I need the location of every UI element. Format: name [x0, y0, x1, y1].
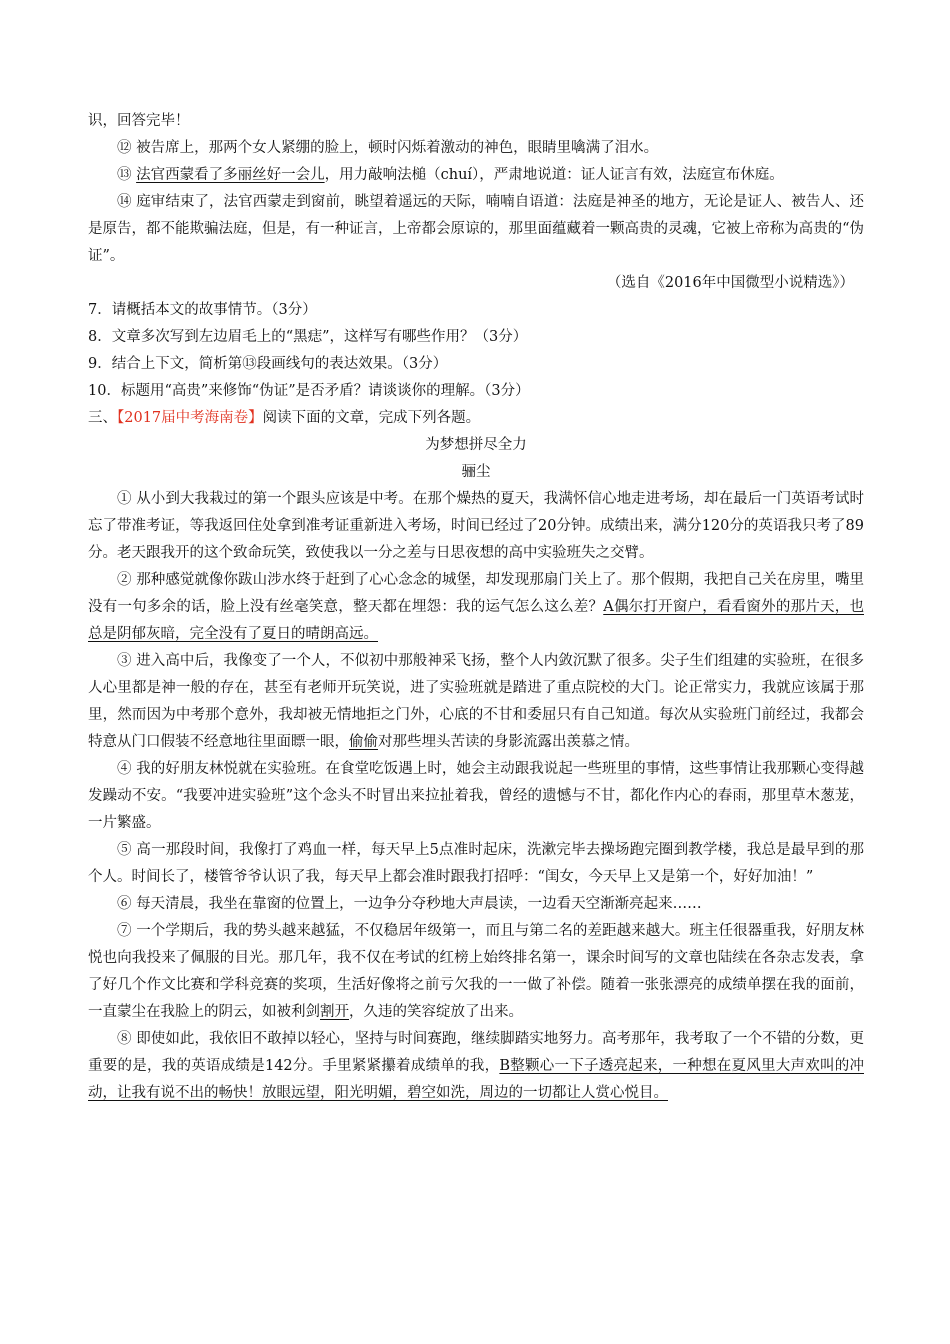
section-instruction: 阅读下面的文章，完成下列各题。 — [262, 410, 481, 426]
question-7: 7．请概括本文的故事情节。（3分） — [88, 302, 317, 318]
question-8: 8．文章多次写到左边眉毛上的“黑痣”，这样写有哪些作用？（3分） — [88, 329, 528, 345]
article-paragraph-7 — [88, 918, 864, 1026]
paragraph-3-text: ③ 进入高中后，我像变了一个人，不似初中那般神采飞扬，整个人内敛沉默了很多。尖子生们组建的实验班，在很多人心里都是神一般的存在，甚至有老师开玩笑说，进了实验班就是踏进了重点院校的大门。论正常实力，我就应该属于那里，然而因为中考那个意外，我却被无情地拒之门外，心底的不甘和委屈只有自己知道。每次从实验班门前经过，我都会特意从门口假装不经意地往里面瞟一眼， — [88, 653, 864, 750]
article-paragraph-6: ⑥ 每天清晨，我坐在靠窗的位置上，一边争分夺秒地大声晨读，一边看天空渐渐亮起来…… — [117, 896, 702, 912]
article-paragraph-1: ① 从小到大我栽过的第一个跟头应该是中考。在那个燥热的夏天，我满怀信心地走进考场，却在最后一门英语考试时忘了带准考证，等我返回住处拿到准考证重新进入考场，时间已经过了20分钟。成绩出来，满分120分的英语我只考了89分。老天跟我开的这个致命玩笑，致使我以一分之差与日思夜想的高中实验班失之交臂。 — [88, 491, 864, 561]
section-number: 三、 — [88, 410, 117, 426]
question-9: 9．结合上下文，简析第⑬段画线句的表达效果。（3分） — [88, 356, 448, 372]
article-author: 骊尘 — [461, 464, 491, 480]
paragraph-12: ⑫ 被告席上，那两个女人紧绷的脸上，顿时闪烁着激动的神色，眼睛里噙满了泪水。 — [117, 140, 659, 156]
article-paragraph-3 — [88, 648, 864, 756]
article-paragraph-5: ⑤ 高一那段时间，我像打了鸡血一样，每天早上5点准时起床，洗漱完毕去操场跑完圈到教学楼，我总是最早到的那个人。时间长了，楼管爷爷认识了我，每天早上都会准时跟我打招呼：“闺女，今天早上又是第一个，好好加油！” — [88, 842, 864, 885]
paragraph-3-rest: 对那些埋头苦读的身影流露出羡慕之情。 — [378, 734, 639, 750]
paragraph-14: ⑭ 庭审结束了，法官西蒙走到窗前，眺望着遥远的天际，喃喃自语道：法庭是神圣的地方，无论是证人、被告人、还是原告，都不能欺骗法庭，但是，有一种证言，上帝都会原谅的，那里面蕴藏着一颗高贵的灵魂，它被上帝称为高贵的“伪证”。 — [88, 194, 864, 264]
paragraph-13 — [88, 162, 864, 189]
article-title: 为梦想拼尽全力 — [425, 437, 527, 453]
underlined-sentence-a: A偶尔打开窗户，看看窗外的那片天，也总是阴郁灰暗，完全没有了夏日的晴朗高远。 — [88, 599, 864, 642]
exam-source-tag: 【2017届中考海南卷】 — [117, 410, 263, 426]
source-citation: （选自《2016年中国微型小说精选》） — [606, 275, 854, 291]
underlined-sentence-b: B整颗心一下子透亮起来，一种想在夏风里大声欢叫的冲动，让我有说不出的畅快！放眼远望，阳光明媚，碧空如洗，周边的一切都让人赏心悦目。 — [88, 1058, 864, 1101]
paragraph-13-rest: ，用力敲响法槌（chuí），严肃地说道：证人证言有效，法庭宣布休庭。 — [324, 167, 784, 183]
paragraph-8-text: ⑧ 即使如此，我依旧不敢掉以轻心，坚持与时间赛跑，继续脚踏实地努力。高考那年，我考取了一个不错的分数，更重要的是，我的英语成绩是142分。手里紧紧攥着成绩单的我， — [88, 1031, 864, 1074]
paragraph-continuation: 识，回答完毕！ — [88, 113, 190, 129]
question-10: 10．标题用“高贵”来修饰“伪证”是否矛盾？请谈谈你的理解。（3分） — [88, 383, 530, 399]
underlined-word-gekai: 割开 — [320, 1004, 349, 1020]
article-paragraph-4: ④ 我的好朋友林悦就在实验班。在食堂吃饭遇上时，她会主动跟我说起一些班里的事情，这些事情让我那颗心变得越发躁动不安。“我要冲进实验班”这个念头不时冒出来拉扯着我，曾经的遗憾与不甘，都化作内心的春雨，那里草木葱茏，一片繁盛。 — [88, 761, 864, 831]
paragraph-13-number: ⑬ — [117, 167, 137, 183]
underlined-word-toutou: 偷偷 — [349, 734, 378, 750]
paragraph-7-text: ⑦ 一个学期后，我的势头越来越猛，不仅稳居年级第一，而且与第二名的差距越来越大。班主任很器重我，好朋友林悦也向我投来了佩服的目光。那几年，我不仅在考试的红榜上始终排名第一，课余时间写的文章也陆续在各杂志发表，拿了好几个作文比赛和学科竞赛的奖项，生活好像将之前亏欠我的一一做了补偿。随着一张张漂亮的成绩单摆在我的面前，一直蒙尘在我脸上的阴云，如被利剑 — [88, 923, 864, 1020]
paragraph-2-text: ② 那种感觉就像你跋山涉水终于赶到了心心念念的城堡，却发现那扇门关上了。那个假期，我把自己关在房里，嘴里没有一句多余的话，脸上没有丝毫笑意，整天都在埋怨：我的运气怎么这么差？ — [88, 572, 864, 615]
article-paragraph-2 — [88, 567, 864, 648]
underlined-sentence-13: 法官西蒙看了多丽丝好一会儿 — [136, 167, 325, 183]
article-paragraph-8 — [88, 1026, 864, 1107]
section-3-heading — [88, 405, 864, 432]
paragraph-7-rest: ，久违的笑容绽放了出来。 — [349, 1004, 523, 1020]
document-page — [88, 108, 864, 1107]
